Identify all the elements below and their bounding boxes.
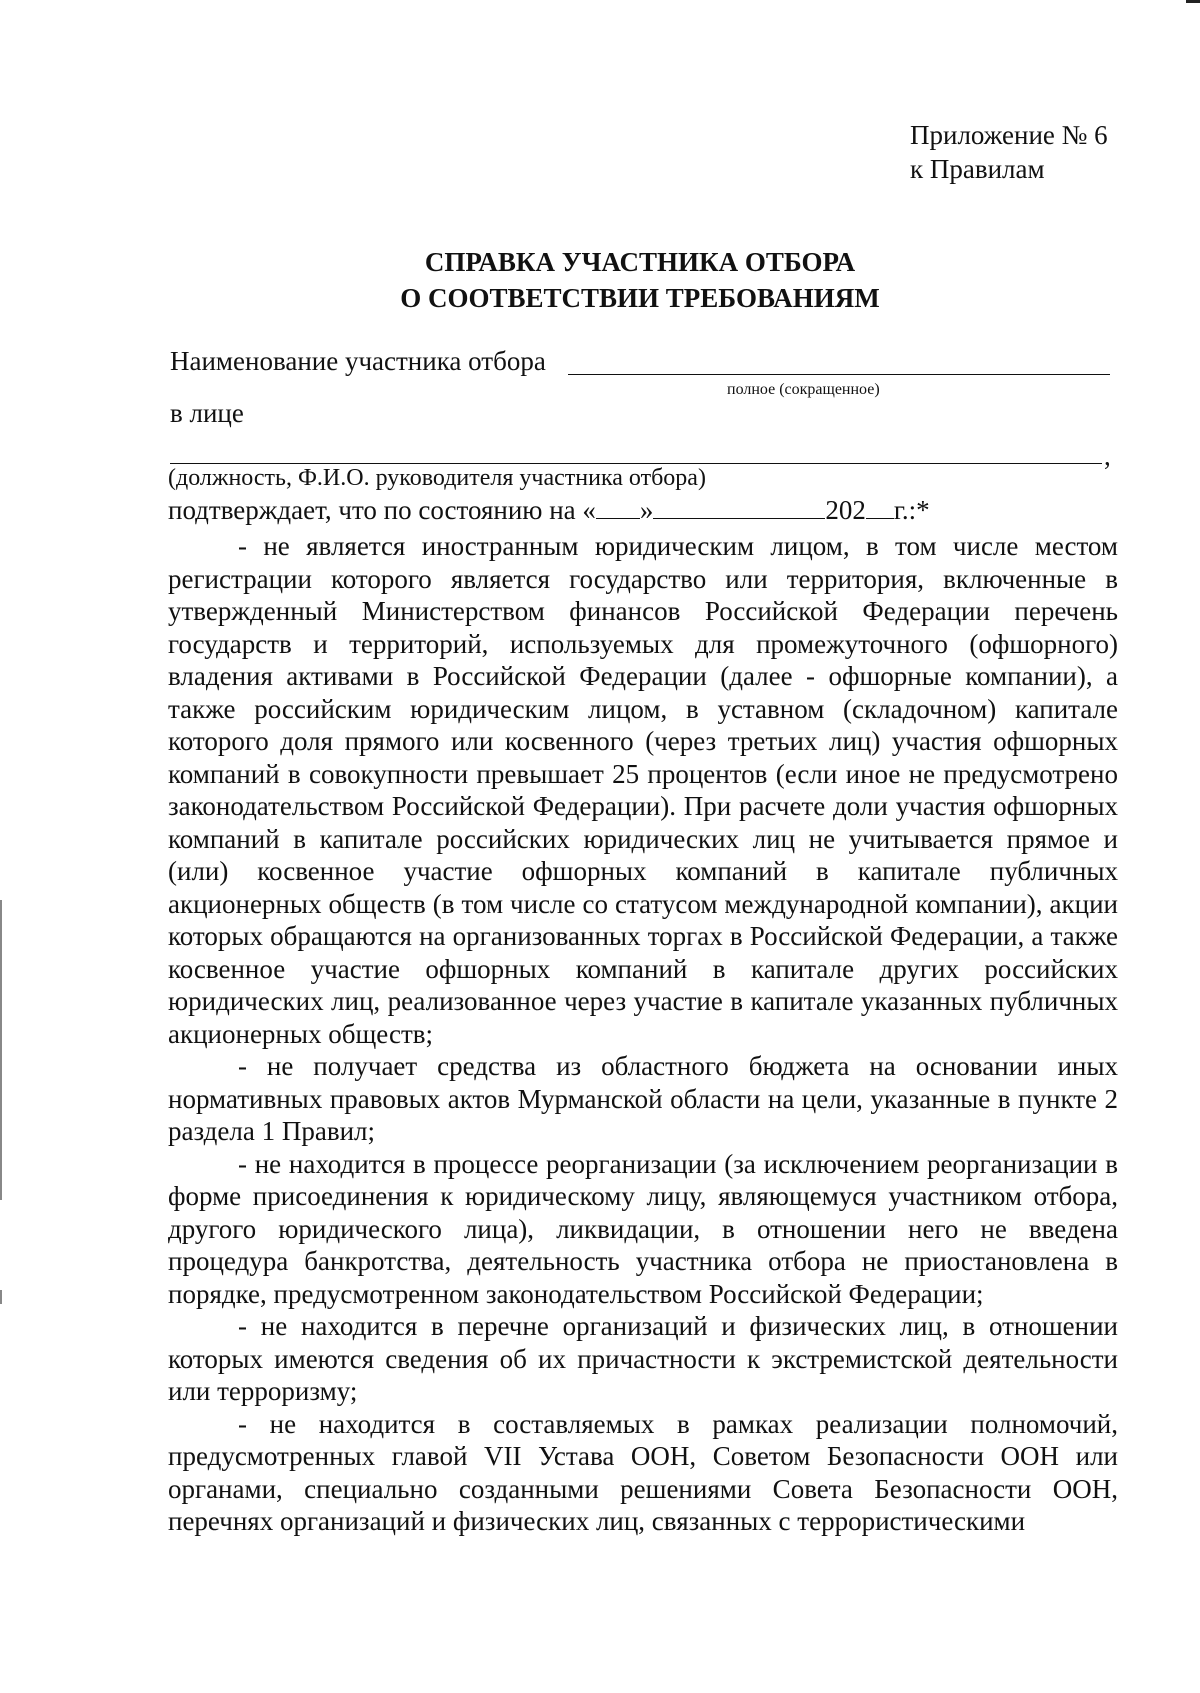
scan-edge-mark — [0, 900, 2, 1200]
appendix-reference — [910, 118, 1108, 186]
participant-name-field[interactable] — [568, 374, 1110, 375]
scan-corner-mark — [1186, 0, 1200, 3]
requirement-paragraph: - не получает средства из областного бюджета на основании иных нормативных правовых актов Мурманской области на цели, указанные в пункте 2 раздела 1 Правил; — [168, 1051, 1118, 1146]
scan-edge-mark — [0, 1290, 2, 1304]
confirmation-line — [168, 494, 930, 526]
requirement-paragraph: - не находится в составляемых в рамках реализации полномочий, предусмотренных главой VII Устава ООН, Советом Безопасности ООН или органами, специально созданными решениями Совета Безопасности ООН, перечнях организаций и физических лиц, связанных с террористическими — [168, 1408, 1118, 1536]
year-suffix-field[interactable] — [866, 494, 894, 519]
participant-name-label: Наименование участника отбора — [170, 346, 546, 376]
representative-hint: (должность, Ф.И.О. руководителя участника отбора) — [168, 465, 706, 491]
title-line-1: СПРАВКА УЧАСТНИКА ОТБОРА — [424, 247, 856, 277]
in-person-label: в лице — [170, 398, 244, 428]
requirement-paragraph: - не находится в процессе реорганизации (за исключением реорганизации в форме присоединения к юридическому лицу, являющемуся участником отбора, другого юридического лица), ликвидации, в отношении него не введена процедура банкротства, деятельность участника отбора не приостановлена в порядке, предусмотренном законодательством Российской Федерации; — [168, 1148, 1118, 1309]
requirement-paragraph: - не является иностранным юридическим лицом, в том числе местом регистрации которого является государство или территория, включенные в утвержденный Министерством финансов Российской Федерации перечень государств и территорий, используемых для промежуточного (офшорного) владения активами в Российской Федерации (далее - офшорные компании), а также российским юридическим лицом, в уставном (складочном) капитале которого доля прямого или косвенного (через третьих лиц) участия офшорных компаний в совокупности превышает 25 процентов (если иное не предусмотрено законодательством Российской Федерации). При расчете доли участия офшорных компаний в капитале российских юридических лиц не учитывается прямое и (или) косвенное участие офшорных компаний в капитале публичных акционерных обществ (в том числе со статусом международной компании), акции которых обращаются на организованных торгах в Российской Федерации, а также косвенное участие офшорных компаний в капитале других российских юридических лиц, реализованное через участие в капитале указанных публичных акционерных обществ; — [168, 531, 1118, 1049]
requirement-paragraph: - не находится в перечне организаций и физических лиц, в отношении которых имеются сведения об их причастности к экстремистской деятельности или терроризму; — [168, 1311, 1118, 1406]
participant-name-hint: полное (сокращенное) — [727, 381, 880, 398]
title-line-2: О СООТВЕТСТВИИ ТРЕБОВАНИЯМ — [400, 283, 880, 313]
appendix-rules-ref: к Правилам — [910, 154, 1045, 184]
day-field[interactable] — [596, 494, 640, 519]
confirm-year: 202 — [825, 495, 866, 525]
document-title — [0, 244, 1200, 316]
confirm-prefix: подтверждает, что по состоянию на « — [168, 495, 596, 525]
confirm-mid: » — [639, 495, 654, 525]
month-field[interactable] — [653, 494, 825, 519]
requirements-text — [168, 530, 1118, 1538]
appendix-number: Приложение № 6 — [910, 120, 1108, 150]
representative-line-comma: , — [1104, 441, 1111, 471]
confirm-suffix: г.:* — [893, 495, 930, 525]
